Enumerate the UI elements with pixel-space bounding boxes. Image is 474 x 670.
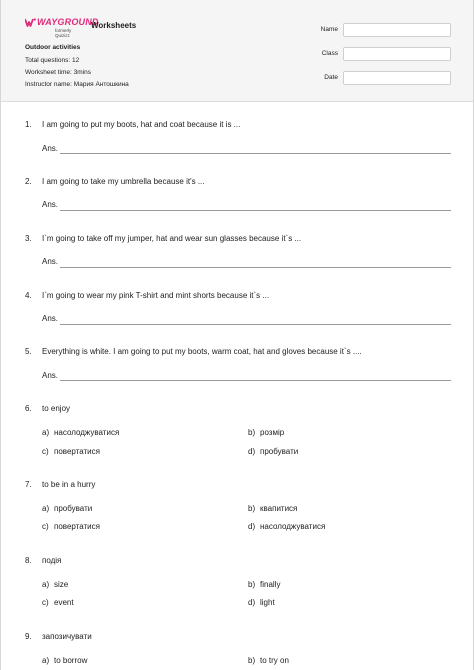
instructor-name: Instructor name: Мария Антошкина [25,81,129,88]
question-text: I am going to take my umbrella because it's ... [42,177,205,186]
name-field[interactable] [343,23,451,37]
question-text: to be in a hurry [42,480,96,489]
option-letter: d) [248,522,256,531]
answer-label: Ans. [42,144,59,153]
option-c[interactable]: event [54,598,74,607]
question-number: 2. [25,177,32,186]
option-letter: b) [248,504,256,513]
option-d[interactable]: пробувати [260,447,299,456]
class-field[interactable] [343,47,451,61]
wayground-logo-icon [25,18,36,27]
option-letter: b) [248,428,256,437]
question-number: 6. [25,404,32,413]
question-text: to enjoy [42,404,71,413]
question-number: 3. [25,234,32,243]
answer-label: Ans. [42,371,59,380]
wayground-logo [25,17,99,38]
option-d[interactable]: насолоджуватися [260,522,326,531]
question-number: 8. [25,556,32,565]
option-b[interactable]: finally [260,580,281,589]
answer-line[interactable] [60,380,451,381]
question-number: 9. [25,632,32,641]
answer-line[interactable] [60,210,451,211]
option-b[interactable]: to try on [260,656,289,665]
name-label: Name [320,26,338,33]
question-text: подія [42,556,62,565]
option-letter: d) [248,447,256,456]
option-a[interactable]: пробувати [54,504,93,513]
date-label: Date [324,74,338,81]
answer-line[interactable] [60,324,451,325]
answer-label: Ans. [42,200,59,209]
class-label: Class [321,50,338,57]
option-d[interactable]: light [260,598,275,607]
logo-subtitle: formerly Quizizz [55,28,72,38]
question-number: 1. [25,120,32,129]
answer-line[interactable] [60,153,451,154]
option-a[interactable]: to borrow [54,656,88,665]
answer-label: Ans. [42,314,59,323]
option-letter: b) [248,580,256,589]
doc-type-label: Worksheets [91,21,137,30]
logo-text: WAYGROUND [37,17,99,27]
option-letter: a) [42,504,50,513]
question-text: запозичувати [42,632,92,641]
option-letter: d) [248,598,256,607]
question-number: 5. [25,347,32,356]
option-b[interactable]: квапитися [260,504,298,513]
question-text: I`m going to wear my pink T-shirt and mint shorts because it`s ... [42,291,270,300]
answer-label: Ans. [42,257,59,266]
question-number: 4. [25,291,32,300]
option-letter: c) [42,447,49,456]
option-letter: a) [42,656,50,665]
question-number: 7. [25,480,32,489]
total-questions: Total questions: 12 [25,57,80,64]
answer-line[interactable] [60,267,451,268]
option-letter: a) [42,428,50,437]
date-field[interactable] [343,71,451,85]
option-c[interactable]: повертатися [54,522,100,531]
option-letter: b) [248,656,256,665]
option-c[interactable]: повертатися [54,447,100,456]
option-letter: a) [42,580,50,589]
option-b[interactable]: розмір [260,428,285,437]
question-text: Everything is white. I am going to put my boots, warm coat, hat and gloves because it`s .... [42,347,362,356]
question-text: I am going to put my boots, hat and coat because it is ... [42,120,241,129]
worksheet-title: Outdoor activities [25,44,81,51]
option-letter: c) [42,598,49,607]
option-a[interactable]: size [54,580,69,589]
question-text: I`m going to take off my jumper, hat and wear sun glasses because it`s ... [42,234,302,243]
worksheet-header [1,0,473,102]
option-letter: c) [42,522,49,531]
worksheet-time: Worksheet time: 3mins [25,69,91,76]
option-a[interactable]: насолоджуватися [54,428,120,437]
